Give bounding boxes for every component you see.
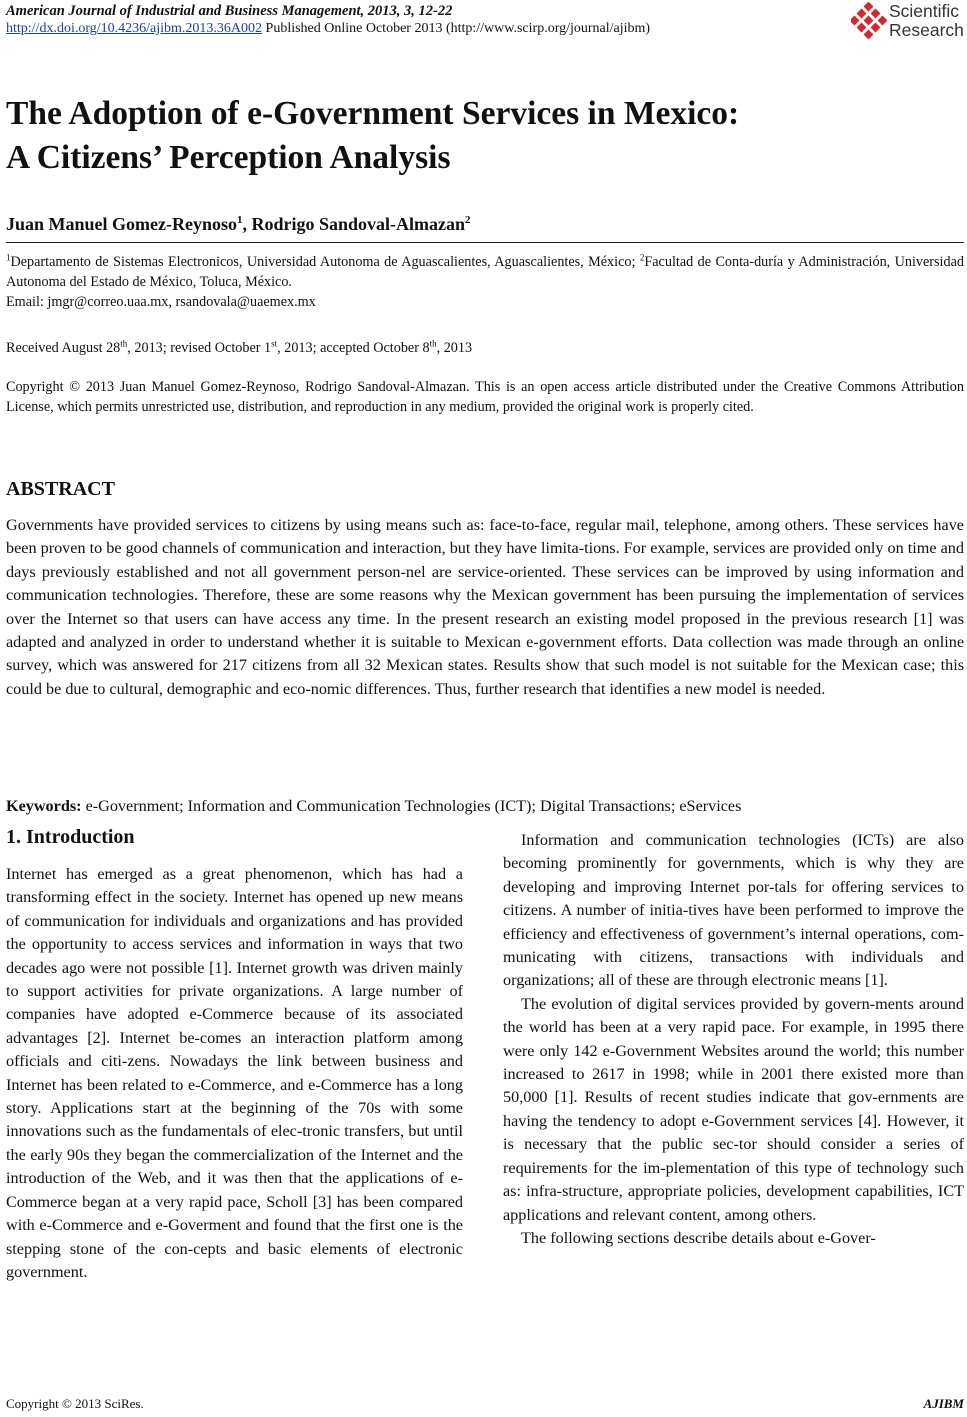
- email-line: Email: jmgr@correo.uaa.mx, rsandovala@uaemex.mx: [6, 294, 316, 310]
- received-sup: th: [429, 338, 437, 349]
- paragraph: Information and communication technologies (ICTs) are also becoming prominently for governments, which is why they are developing and improving Internet por-tals for offering services to citizens. A number of initia-tives have been performed to improve the efficiency and effectiveness of government’s internal operations, com-municating with citizens, transactions with individuals and organizations; all of these are through electronic means [1].: [503, 831, 964, 990]
- logo-line-1: Scientific: [889, 1, 960, 21]
- author-2-affil-mark: 2: [465, 214, 471, 226]
- author-list: [6, 214, 471, 235]
- left-column: [6, 863, 463, 1284]
- paper-title: [6, 92, 739, 180]
- copyright-notice: Copyright © 2013 Juan Manuel Gomez-Reynoso, Rodrigo Sandoval-Almazan. This is an open access article distributed under the Creative Commons Attribution License, which permits unrestricted use, distribution, and reproduction in any medium, provided the original work is properly cited.: [6, 379, 964, 415]
- doi-link[interactable]: http://dx.doi.org/10.4236/ajibm.2013.36A002: [6, 21, 263, 36]
- author-2: Rodrigo Sandoval-Almazan: [251, 214, 466, 234]
- right-column: [503, 829, 964, 1250]
- keywords: [6, 797, 741, 816]
- received-part: , 2013; revised October 1: [127, 340, 272, 356]
- paragraph: The evolution of digital services provided by govern-ments around the world has been at a very rapid pace. For example, in 1995 there were only 142 e-Government Websites around the world; this number increased to 2617 in 1998; while in 2001 there existed more than 50,000 [1]. Results of recent studies indicate that gov-ernments are having the tendency to adopt e-Government services [4]. However, it is necessary that the public sec-tor should consider a series of requirements for the im-plementation of this type of technology such as: infra-structure, appropriate policies, development capabilities, ICT applications and relevant content, among others.: [503, 994, 964, 1224]
- scirp-diamond-icon: [851, 2, 887, 40]
- received-part: , 2013: [436, 340, 473, 356]
- keywords-label: Keywords:: [6, 797, 82, 815]
- running-header: [6, 2, 841, 38]
- section-heading: 1. Introduction: [6, 826, 135, 848]
- author-1: Juan Manuel Gomez-Reynoso: [6, 214, 237, 234]
- affil-1: Departamento de Sistemas Electronicos, Universidad Autonoma de Aguascalientes, Aguascalientes, México;: [10, 254, 640, 270]
- footer-copyright: Copyright © 2013 SciRes.: [6, 1396, 144, 1411]
- received-sup: st: [271, 338, 278, 349]
- paragraph: The following sections describe details about e-Gover-: [521, 1228, 876, 1247]
- logo-text: [889, 2, 964, 40]
- abstract-text: Governments have provided services to citizens by using means such as: face-to-face, regular mail, telephone, among others. These services have been proven to be good channels of communication and interaction, but they have limita-tions. For example, services are provided only on time and days previously established and not all government person-nel are service-oriented. These services can be improved by using information and communication technologies. Therefore, these are some reasons why the Mexican government has been pursuing the implementation of services over the Internet so that users can have access any time. In the present research an existing model proposed in the previous research [1] was adapted and analyzed in order to understand whether it is suitable to Mexican e-government efforts. Data collection was made through an online survey, which was answered for 217 citizens from all 32 Mexican states. Results show that such model is not suitable for the Mexican case; this could be due to cultural, demographic and eco-nomic differences. Thus, further research that identifies a new model is needed.: [6, 516, 964, 698]
- author-separator: ,: [242, 214, 252, 234]
- page-footer: [6, 1396, 964, 1412]
- journal-volume: , 2013, 3, 12-22: [360, 3, 453, 19]
- published-online: Published Online October 2013 (http://www.scirp.org/journal/ajibm): [262, 21, 651, 36]
- journal-citation: [6, 2, 841, 20]
- author-1-affil-mark: 1: [237, 214, 243, 226]
- logo-line-2: Research: [889, 20, 964, 40]
- received-part: Received August 28: [6, 340, 121, 356]
- publisher-logo: [851, 2, 966, 42]
- journal-name: American Journal of Industrial and Business Management: [6, 3, 361, 19]
- paragraph: Internet has emerged as a great phenomenon, which has had a transforming effect in the society. Internet has opened up new means of communication for individuals and organizations and has provided the opportunity to access services and information in ways that two decades ago were not possible [1]. Internet growth was driven mainly to support activities for private organizations. A large number of companies have adopted e-Commerce because of its associated advantages [2]. Internet be-comes an interaction platform among officials and citi-zens. Nowadays the link between business and Internet has been related to e-Commerce, and e-Commerce has a long story. Applications start at the beginning of the 70s with some innovations such as the fundamentals of elec-tronic transfers, but until the early 90s they began the commercialization of the Internet and the introduction of the Web, and it was then that the applications of e-Commerce began at a very rapid pace, Scholl [3] has been compared with e-Commerce and e-Goverment and found that the first one is the stepping stone of the con-cepts and basic elements of electronic government.: [6, 865, 463, 1281]
- doi-line: [6, 20, 841, 38]
- title-line-1: The Adoption of e-Government Services in Mexico:: [6, 95, 740, 132]
- affiliations: [6, 252, 964, 312]
- received-dates: [6, 338, 964, 358]
- affil-mark-2: 2: [639, 252, 645, 263]
- footer-journal-abbrev: AJIBM: [923, 1396, 964, 1411]
- affil-mark-1: 1: [6, 252, 11, 263]
- received-sup: th: [120, 338, 128, 349]
- affiliation-text: [6, 252, 964, 292]
- keywords-text: e-Government; Information and Communication Technologies (ICT); Digital Transactions; eServices: [81, 797, 742, 815]
- abstract-heading: ABSTRACT: [6, 478, 115, 500]
- received-part: , 2013; accepted October 8: [277, 340, 430, 356]
- title-line-2: A Citizens’ Perception Analysis: [6, 139, 451, 176]
- header-divider: [6, 242, 964, 243]
- affil-2: Facultad de Conta-duría y Administración, Universidad Autonoma del Estado de México, Toluca, México.: [6, 254, 964, 290]
